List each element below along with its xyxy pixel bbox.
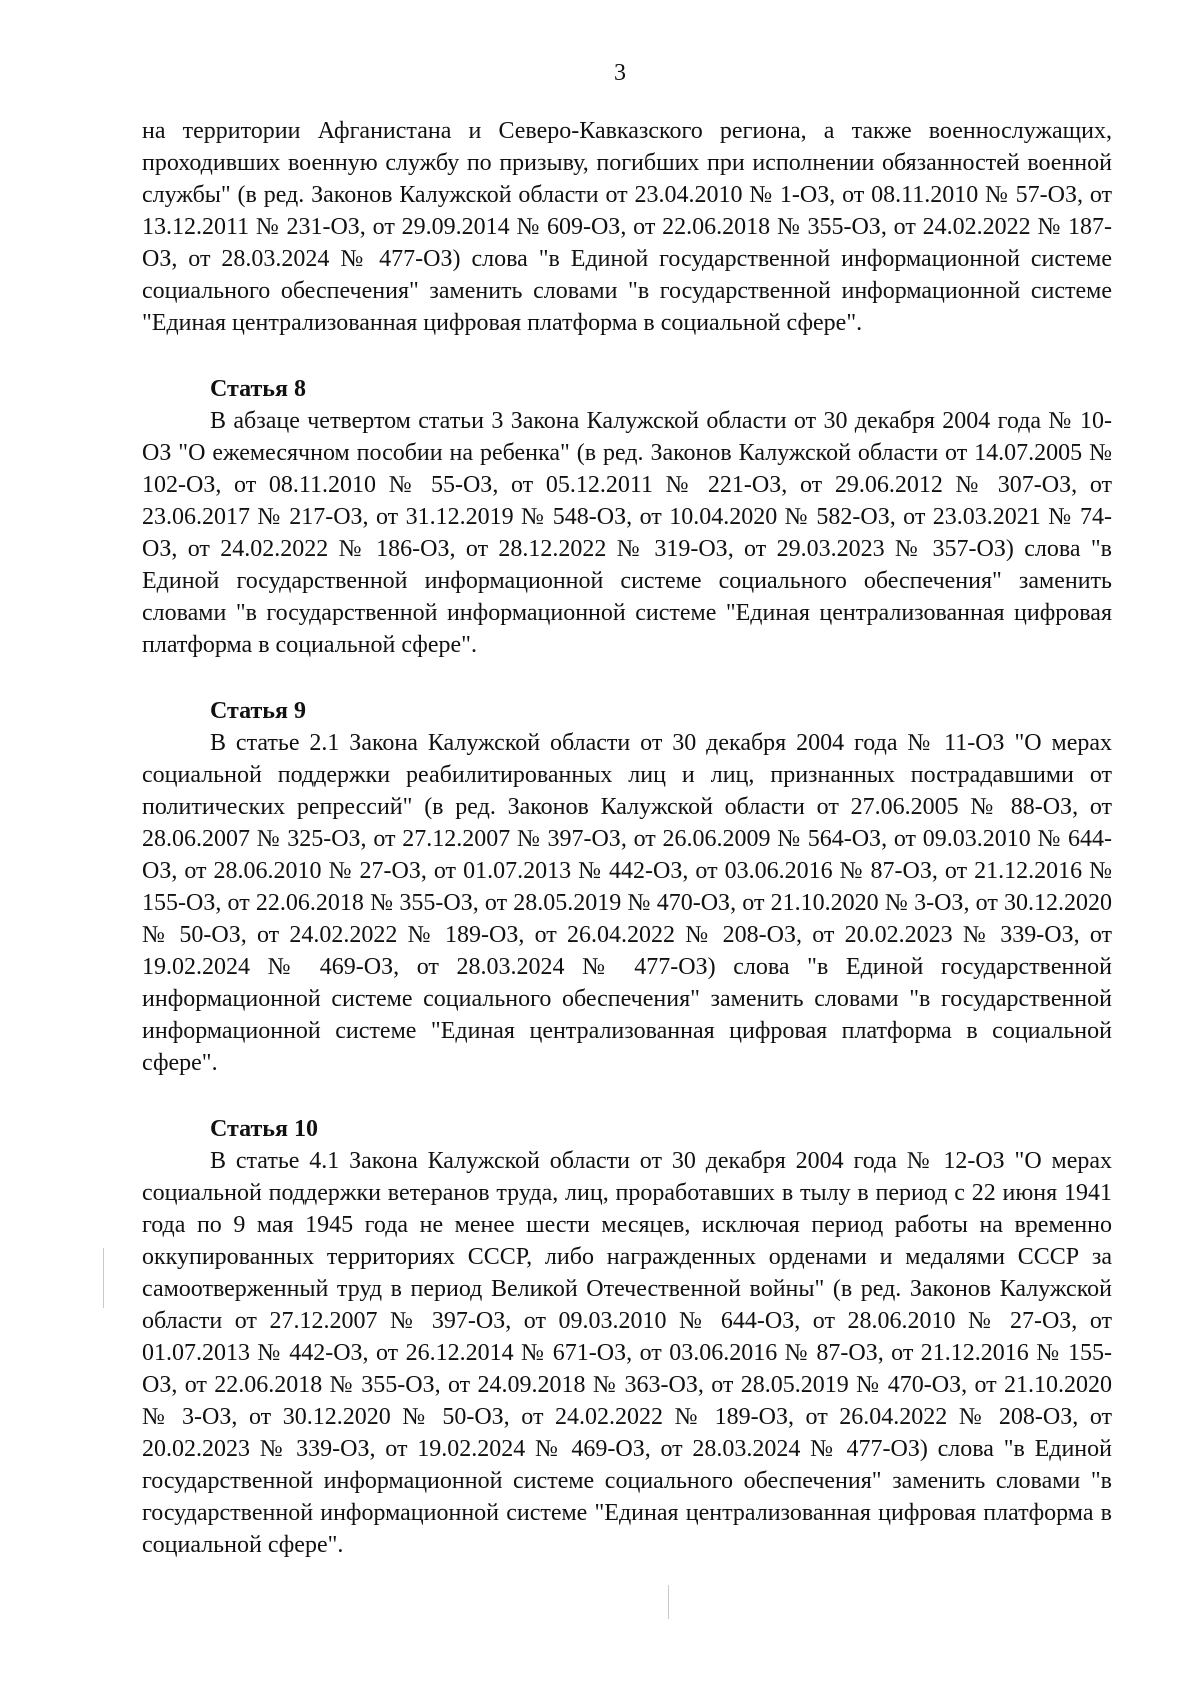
article-8 xyxy=(142,373,1112,661)
document-body xyxy=(142,115,1112,1561)
article-paragraph: В абзаце четвертом статьи 3 Закона Калужской области от 30 декабря 2004 года № 10-ОЗ "О ежемесячном пособии на ребенка" (в ред. Законов Калужской области от 14.07.2005 № 102-ОЗ, от 08.11.2010 № 55-ОЗ, от 05.12.2011 № 221-ОЗ, от 29.06.2012 № 307-ОЗ, от 23.06.2017 № 217-ОЗ, от 31.12.2019 № 548-ОЗ, от 10.04.2020 № 582-ОЗ, от 23.03.2021 № 74-ОЗ, от 24.02.2022 № 186-ОЗ, от 28.12.2022 № 319-ОЗ, от 29.03.2023 № 357-ОЗ) слова "в Единой государственной информационной системе социального обеспечения" заменить словами "в государственной информационной системе "Единая централизованная цифровая платформа в социальной сфере". xyxy=(142,408,1112,658)
article-9 xyxy=(142,695,1112,1079)
section-gap xyxy=(142,1079,1112,1113)
continuation-paragraph: на территории Афганистана и Северо-Кавказского региона, а также военнослужащих, проходивших военную службу по призыву, погибших при исполнении обязанностей военной службы" (в ред. Законов Калужской области от 23.04.2010 № 1-ОЗ, от 08.11.2010 № 57-ОЗ, от 13.12.2011 № 231-ОЗ, от 29.09.2014 № 609-ОЗ, от 22.06.2018 № 355-ОЗ, от 24.02.2022 № 187-ОЗ, от 28.03.2024 № 477-ОЗ) слова "в Единой государственной информационной системе социального обеспечения" заменить словами "в государственной информационной системе "Единая централизованная цифровая платформа в социальной сфере". xyxy=(142,118,1112,336)
page-number: 3 xyxy=(614,60,626,86)
scan-artifact-line xyxy=(103,1248,104,1308)
article-title: Статья 8 xyxy=(210,376,306,402)
article-title: Статья 9 xyxy=(210,698,306,724)
section-gap xyxy=(142,661,1112,695)
scan-artifact-line xyxy=(668,1585,669,1619)
article-title: Статья 10 xyxy=(210,1116,318,1142)
article-paragraph: В статье 4.1 Закона Калужской области от 30 декабря 2004 года № 12-ОЗ "О мерах социальной поддержки ветеранов труда, лиц, проработавших в тылу в период с 22 июня 1941 года по 9 мая 1945 года не менее шести месяцев, исключая период работы на временно оккупированных территориях СССР, либо награжденных орденами и медалями СССР за самоотверженный труд в период Великой Отечественной войны" (в ред. Законов Калужской области от 27.12.2007 № 397-ОЗ, от 09.03.2010 № 644-ОЗ, от 28.06.2010 № 27-ОЗ, от 01.07.2013 № 442-ОЗ, от 26.12.2014 № 671-ОЗ, от 03.06.2016 № 87-ОЗ, от 21.12.2016 № 155-ОЗ, от 22.06.2018 № 355-ОЗ, от 24.09.2018 № 363-ОЗ, от 28.05.2019 № 470-ОЗ, от 21.10.2020 № 3-ОЗ, от 30.12.2020 № 50-ОЗ, от 24.02.2022 № 189-ОЗ, от 26.04.2022 № 208-ОЗ, от 20.02.2023 № 339-ОЗ, от 19.02.2024 № 469-ОЗ, от 28.03.2024 № 477-ОЗ) слова "в Единой государственной информационной системе социального обеспечения" заменить словами "в государственной информационной системе "Единая централизованная цифровая платформа в социальной сфере". xyxy=(142,1148,1112,1558)
article-paragraph: В статье 2.1 Закона Калужской области от 30 декабря 2004 года № 11-ОЗ "О мерах социальной поддержки реабилитированных лиц и лиц, признанных пострадавшими от политических репрессий" (в ред. Законов Калужской области от 27.06.2005 № 88-ОЗ, от 28.06.2007 № 325-ОЗ, от 27.12.2007 № 397-ОЗ, от 26.06.2009 № 564-ОЗ, от 09.03.2010 № 644-ОЗ, от 28.06.2010 № 27-ОЗ, от 01.07.2013 № 442-ОЗ, от 03.06.2016 № 87-ОЗ, от 21.12.2016 № 155-ОЗ, от 22.06.2018 № 355-ОЗ, от 28.05.2019 № 470-ОЗ, от 21.10.2020 № 3-ОЗ, от 30.12.2020 № 50-ОЗ, от 24.02.2022 № 189-ОЗ, от 26.04.2022 № 208-ОЗ, от 20.02.2023 № 339-ОЗ, от 19.02.2024 № 469-ОЗ, от 28.03.2024 № 477-ОЗ) слова "в Единой государственной информационной системе социального обеспечения" заменить словами "в государственной информационной системе "Единая централизованная цифровая платформа в социальной сфере". xyxy=(142,730,1112,1076)
section-gap xyxy=(142,339,1112,373)
article-10 xyxy=(142,1113,1112,1561)
